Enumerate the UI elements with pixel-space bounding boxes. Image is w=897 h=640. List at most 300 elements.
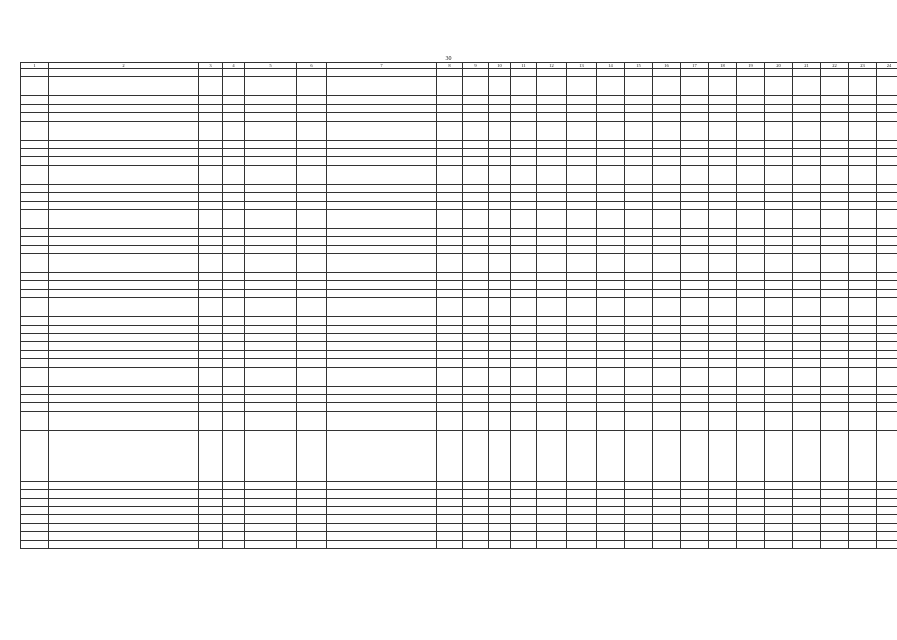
table-cell [681,325,709,333]
table-cell [199,148,223,156]
table-cell [511,386,537,394]
table-row [21,157,897,165]
table-cell [765,113,793,121]
table-cell [297,96,327,104]
table-cell [21,121,49,140]
table-cell [821,411,849,430]
table-cell [463,140,489,148]
table-cell [49,350,199,358]
table-cell [437,498,463,506]
table-cell [681,523,709,531]
table-cell [567,165,597,184]
table-cell [709,490,737,498]
table-cell [681,334,709,342]
table-cell [463,403,489,411]
table-cell [463,245,489,253]
table-cell [463,228,489,236]
table-cell [537,104,567,112]
table-cell [327,411,437,430]
table-cell [877,403,897,411]
table-cell [681,209,709,228]
table-cell [297,523,327,531]
table-cell [489,254,511,273]
table-cell [437,193,463,201]
table-cell [567,69,597,77]
table-cell [567,430,597,481]
table-cell [793,201,821,209]
table-cell [489,403,511,411]
table-cell [511,523,537,531]
table-cell [297,403,327,411]
table-cell [849,289,877,297]
table-cell [511,540,537,548]
table-cell [49,367,199,386]
table-cell [199,532,223,540]
table-cell [653,184,681,192]
table-cell [849,201,877,209]
table-cell [737,394,765,402]
table-cell [199,104,223,112]
table-row [21,254,897,273]
table-cell [537,342,567,350]
table-cell [511,96,537,104]
table-cell [709,386,737,394]
table-cell [765,184,793,192]
table-cell [223,121,245,140]
column-number: 17 [681,63,709,69]
table-cell [765,228,793,236]
table-cell [49,237,199,245]
table-cell [681,113,709,121]
table-cell [327,325,437,333]
table-cell [297,540,327,548]
table-cell [223,228,245,236]
table-cell [597,77,625,96]
table-cell [737,386,765,394]
table-cell [327,359,437,367]
table-cell [849,359,877,367]
table-cell [463,281,489,289]
table-cell [877,193,897,201]
table-cell [223,334,245,342]
table-cell [653,403,681,411]
table-cell [821,273,849,281]
table-row [21,515,897,523]
table-cell [737,254,765,273]
table-cell [709,273,737,281]
table-cell [245,201,297,209]
table-cell [327,184,437,192]
table-cell [849,148,877,156]
table-cell [567,523,597,531]
table-cell [737,165,765,184]
table-cell [199,359,223,367]
table-cell [49,96,199,104]
column-number: 4 [223,63,245,69]
table-cell [463,506,489,514]
table-cell [681,515,709,523]
table-cell [681,77,709,96]
table-cell [567,532,597,540]
table-cell [49,104,199,112]
table-cell [245,350,297,358]
table-cell [765,342,793,350]
table-cell [567,403,597,411]
table-cell [327,121,437,140]
table-cell [653,350,681,358]
table-cell [245,523,297,531]
table-cell [821,386,849,394]
table-cell [21,254,49,273]
table-row [21,325,897,333]
table-cell [245,430,297,481]
table-cell [709,523,737,531]
table-cell [199,281,223,289]
table-cell [489,411,511,430]
table-cell [245,298,297,317]
table-cell [199,209,223,228]
table-cell [511,394,537,402]
table-cell [245,228,297,236]
table-cell [849,96,877,104]
table-cell [821,165,849,184]
table-cell [653,515,681,523]
table-cell [793,193,821,201]
table-cell [245,490,297,498]
table-cell [765,193,793,201]
table-cell [821,367,849,386]
table-cell [223,523,245,531]
table-cell [793,523,821,531]
table-cell [765,96,793,104]
table-cell [597,317,625,325]
table-cell [489,490,511,498]
table-cell [849,165,877,184]
table-cell [877,367,897,386]
table-cell [49,281,199,289]
table-cell [709,281,737,289]
table-cell [463,209,489,228]
table-cell [653,334,681,342]
table-cell [765,157,793,165]
table-cell [463,289,489,297]
table-cell [625,104,653,112]
table-cell [297,77,327,96]
table-cell [21,193,49,201]
table-cell [297,237,327,245]
table-cell [21,273,49,281]
table-cell [49,298,199,317]
table-cell [849,104,877,112]
table-row [21,317,897,325]
table-cell [489,77,511,96]
table-cell [463,386,489,394]
table-cell [21,523,49,531]
table-cell [437,254,463,273]
table-cell [709,77,737,96]
table-cell [681,165,709,184]
table-cell [463,193,489,201]
table-cell [199,140,223,148]
table-cell [223,403,245,411]
table-cell [199,184,223,192]
table-cell [223,209,245,228]
table-cell [489,281,511,289]
table-cell [597,342,625,350]
table-cell [199,481,223,489]
table-cell [653,254,681,273]
table-cell [821,498,849,506]
table-cell [489,237,511,245]
table-cell [223,237,245,245]
table-cell [537,237,567,245]
table-row [21,498,897,506]
table-cell [625,254,653,273]
table-cell [327,104,437,112]
table-cell [511,254,537,273]
table-cell [297,193,327,201]
table-cell [709,334,737,342]
table-cell [877,96,897,104]
table-cell [709,325,737,333]
table-cell [793,104,821,112]
table-cell [463,69,489,77]
table-row [21,403,897,411]
table-cell [877,77,897,96]
table-cell [653,498,681,506]
table-cell [821,359,849,367]
table-cell [199,506,223,514]
table-cell [793,254,821,273]
table-cell [765,201,793,209]
table-cell [21,359,49,367]
table-row [21,193,897,201]
table-cell [489,113,511,121]
table-cell [223,481,245,489]
table-cell [511,77,537,96]
table-cell [709,148,737,156]
table-cell [877,254,897,273]
table-cell [437,69,463,77]
table-cell [463,237,489,245]
table-cell [437,350,463,358]
table-cell [821,245,849,253]
table-cell [849,523,877,531]
table-cell [489,209,511,228]
table-cell [489,298,511,317]
table-cell [463,342,489,350]
table-cell [511,201,537,209]
table-cell [597,140,625,148]
table-cell [653,325,681,333]
table-row [21,245,897,253]
table-cell [849,69,877,77]
table-cell [877,281,897,289]
table-cell [681,140,709,148]
table-cell [327,273,437,281]
table-cell [567,237,597,245]
table-cell [511,165,537,184]
table-cell [49,394,199,402]
table-cell [597,121,625,140]
table-cell [223,350,245,358]
table-cell [709,298,737,317]
table-row [21,430,897,481]
table-cell [821,523,849,531]
table-cell [653,237,681,245]
table-cell [737,498,765,506]
table-cell [821,317,849,325]
table-cell [849,281,877,289]
table-cell [709,184,737,192]
table-cell [737,245,765,253]
table-cell [597,481,625,489]
table-cell [297,515,327,523]
table-cell [681,394,709,402]
table-cell [681,237,709,245]
table-cell [625,273,653,281]
table-cell [437,359,463,367]
table-cell [327,140,437,148]
table-cell [737,350,765,358]
table-cell [463,254,489,273]
table-cell [489,193,511,201]
table-cell [21,532,49,540]
table-cell [511,506,537,514]
table-cell [327,532,437,540]
table-cell [49,193,199,201]
table-row [21,506,897,514]
table-cell [597,273,625,281]
table-cell [245,193,297,201]
table-cell [537,77,567,96]
table-cell [297,281,327,289]
table-cell [849,515,877,523]
table-cell [597,237,625,245]
table-cell [625,184,653,192]
table-cell [653,411,681,430]
table-cell [653,540,681,548]
table-cell [567,157,597,165]
table-cell [49,184,199,192]
table-cell [21,334,49,342]
table-cell [821,289,849,297]
table-cell [625,540,653,548]
table-cell [437,140,463,148]
table-cell [297,532,327,540]
table-cell [737,490,765,498]
table-cell [223,490,245,498]
table-cell [245,515,297,523]
table-cell [737,113,765,121]
table-cell [327,165,437,184]
table-cell [327,334,437,342]
table-cell [793,386,821,394]
table-cell [849,506,877,514]
table-cell [877,317,897,325]
table-cell [489,386,511,394]
table-row [21,140,897,148]
table-cell [653,148,681,156]
table-cell [489,289,511,297]
table-cell [849,77,877,96]
table-cell [245,386,297,394]
table-cell [567,113,597,121]
table-cell [821,228,849,236]
table-cell [49,317,199,325]
table-cell [489,69,511,77]
table-cell [877,165,897,184]
table-cell [21,209,49,228]
table-cell [709,69,737,77]
table-cell [537,481,567,489]
table-cell [625,394,653,402]
table-cell [625,140,653,148]
table-cell [567,193,597,201]
table-cell [245,403,297,411]
table-cell [765,481,793,489]
table-cell [297,121,327,140]
table-row [21,96,897,104]
table-cell [737,96,765,104]
table-cell [793,113,821,121]
table-cell [327,96,437,104]
table-cell [537,165,567,184]
table-cell [489,350,511,358]
table-cell [653,532,681,540]
table-cell [463,148,489,156]
table-cell [653,367,681,386]
table-cell [489,523,511,531]
table-cell [737,228,765,236]
table-row [21,532,897,540]
table-cell [245,245,297,253]
table-cell [21,281,49,289]
table-row [21,298,897,317]
table-cell [21,394,49,402]
program-measures-table [20,62,897,549]
table-cell [737,515,765,523]
table-cell [327,367,437,386]
table-cell [511,515,537,523]
table-cell [709,237,737,245]
table-cell [489,540,511,548]
table-cell [681,228,709,236]
table-cell [681,403,709,411]
table-cell [597,96,625,104]
table-cell [245,540,297,548]
table-cell [463,515,489,523]
table-row [21,289,897,297]
table-cell [199,540,223,548]
table-cell [511,325,537,333]
table-row [21,201,897,209]
table-cell [297,228,327,236]
table-cell [709,317,737,325]
table-cell [537,411,567,430]
table-cell [597,532,625,540]
table-cell [297,113,327,121]
table-cell [737,184,765,192]
table-cell [765,515,793,523]
table-cell [567,254,597,273]
table-cell [297,165,327,184]
table-cell [821,506,849,514]
table-cell [21,184,49,192]
table-cell [463,201,489,209]
column-number: 24 [877,63,897,69]
table-cell [223,430,245,481]
